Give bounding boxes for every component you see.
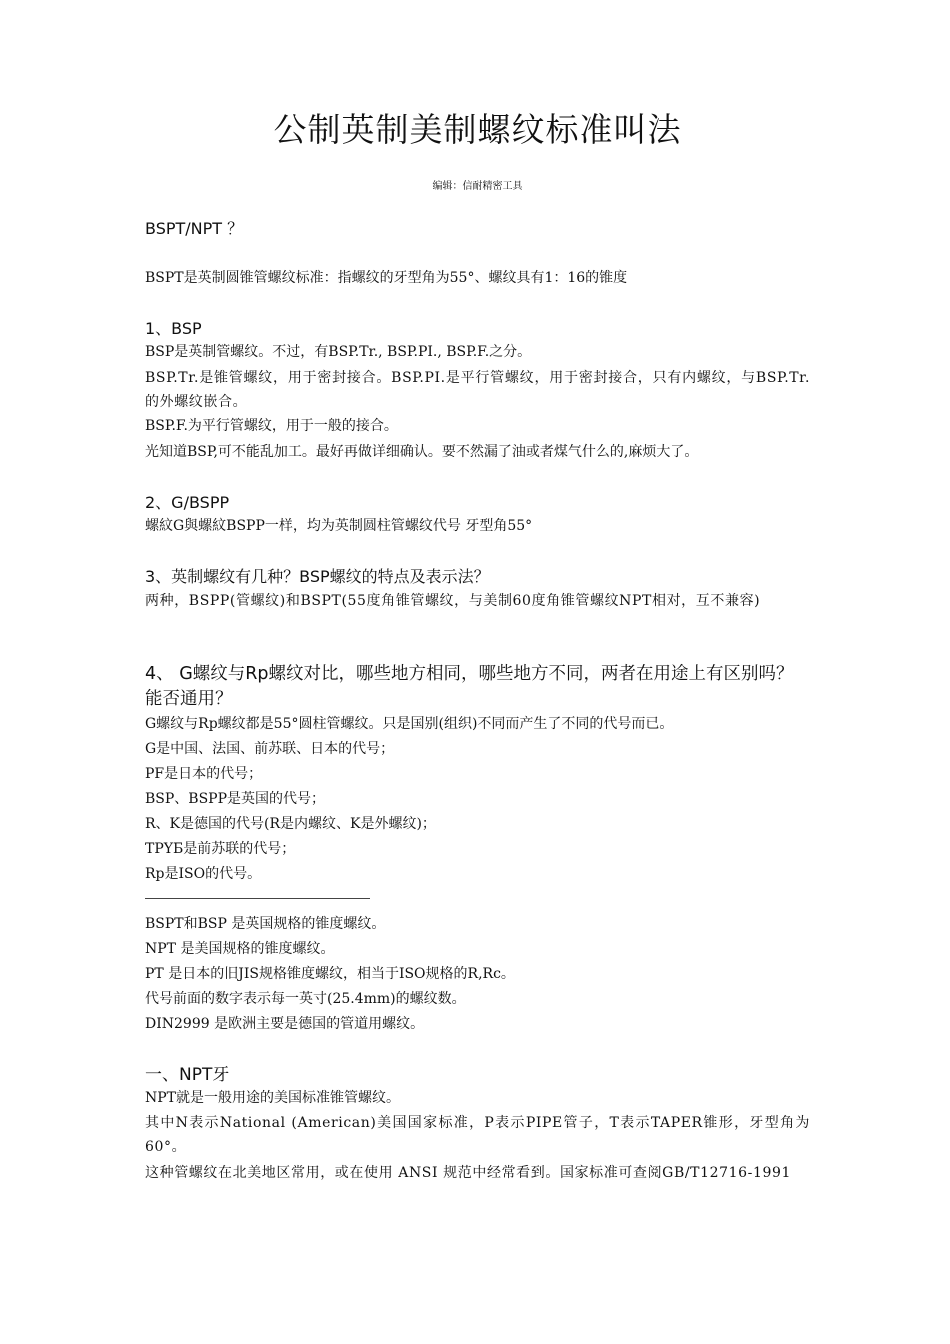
section-6-heading: 一、NPT牙 (145, 1065, 230, 1085)
section-5-line: 代号前面的数字表示每一英寸(25.4mm)的螺纹数。 (145, 991, 466, 1007)
section-4-line: G是中国、法国、前苏联、日本的代号； (145, 741, 395, 757)
section-1-line: BSP.F.为平行管螺纹，用于一般的接合。 (145, 418, 398, 434)
section-4-line: R、K是德国的代号(R是内螺纹、K是外螺纹)； (145, 816, 436, 832)
section-4-line: PF是日本的代号； (145, 766, 263, 782)
section-5-line: DIN2999 是欧洲主要是德国的管道用螺纹。 (145, 1016, 425, 1032)
section-5-line: BSPT和BSP 是英国规格的锥度螺纹。 (145, 916, 386, 932)
section-6-line: NPT就是一般用途的美国标准锥管螺纹。 (145, 1090, 401, 1106)
section-1-line: 光知道BSP,可不能乱加工。最好再做详细确认。要不然漏了油或者煤气什么的,麻烦大了。 (145, 444, 699, 460)
section-1-line: BSP是英制管螺纹。不过，有BSP.Tr., BSP.PI., BSP.F.之分。 (145, 344, 532, 360)
section-2-text: 螺紋G與螺紋BSPP一样，均为英制圆柱管螺纹代号 牙型角55° (145, 518, 533, 534)
section-4-line: Rp是ISO的代号。 (145, 866, 262, 882)
separator-line (145, 898, 370, 899)
section-5-line: PT 是日本的旧JIS规格锥度螺纹，相当于ISO规格的R,Rc。 (145, 966, 515, 982)
section-6-line: 其中N表示National (American)美国国家标准，P表示PIPE管子，T表示TAPER锥形，牙型角为60°。 (145, 1115, 810, 1155)
section-3-heading: 3、英制螺纹有几种？BSP螺纹的特点及表示法？ (145, 567, 490, 586)
section-4-line: BSP、BSPP是英国的代号； (145, 791, 326, 807)
intro-heading: BSPT/NPT ？ (145, 219, 244, 238)
section-1-line: BSP.Tr.是锥管螺纹，用于密封接合。BSP.PI.是平行管螺纹，用于密封接合，只有内螺纹，与BSP.Tr.的外螺纹嵌合。 (145, 370, 810, 410)
document-title: 公制英制美制螺纹标准叫法 (273, 110, 682, 149)
section-4-line: G螺纹与Rp螺纹都是55°圆柱管螺纹。只是国别(组织)不同而产生了不同的代号而已。 (145, 716, 674, 732)
section-2-heading: 2、G/BSPP (145, 493, 230, 512)
section-6-line: 这种管螺纹在北美地区常用，或在使用 ANSI 规范中经常看到。国家标准可查阅GB/T12716-1991 (145, 1165, 792, 1181)
intro-text: BSPT是英制圆锥管螺纹标准：指螺纹的牙型角为55°、螺纹具有1：16的锥度 (145, 270, 628, 286)
section-4-line: TPYБ是前苏联的代号； (145, 841, 296, 857)
section-3-text: 两种，BSPP(管螺纹)和BSPT(55度角锥管螺纹，与美制60度角锥管螺纹NPT相对，互不兼容) (145, 593, 761, 609)
section-5-line: NPT 是美国规格的锥度螺纹。 (145, 941, 335, 957)
section-4-heading: 4、 G螺纹与Rp螺纹对比，哪些地方相同，哪些地方不同，两者在用途上有区别吗？能否通用？ (145, 664, 794, 709)
section-1-heading: 1、BSP (145, 319, 202, 338)
editor-credit: 编辑：信耐精密工具 (432, 181, 523, 192)
